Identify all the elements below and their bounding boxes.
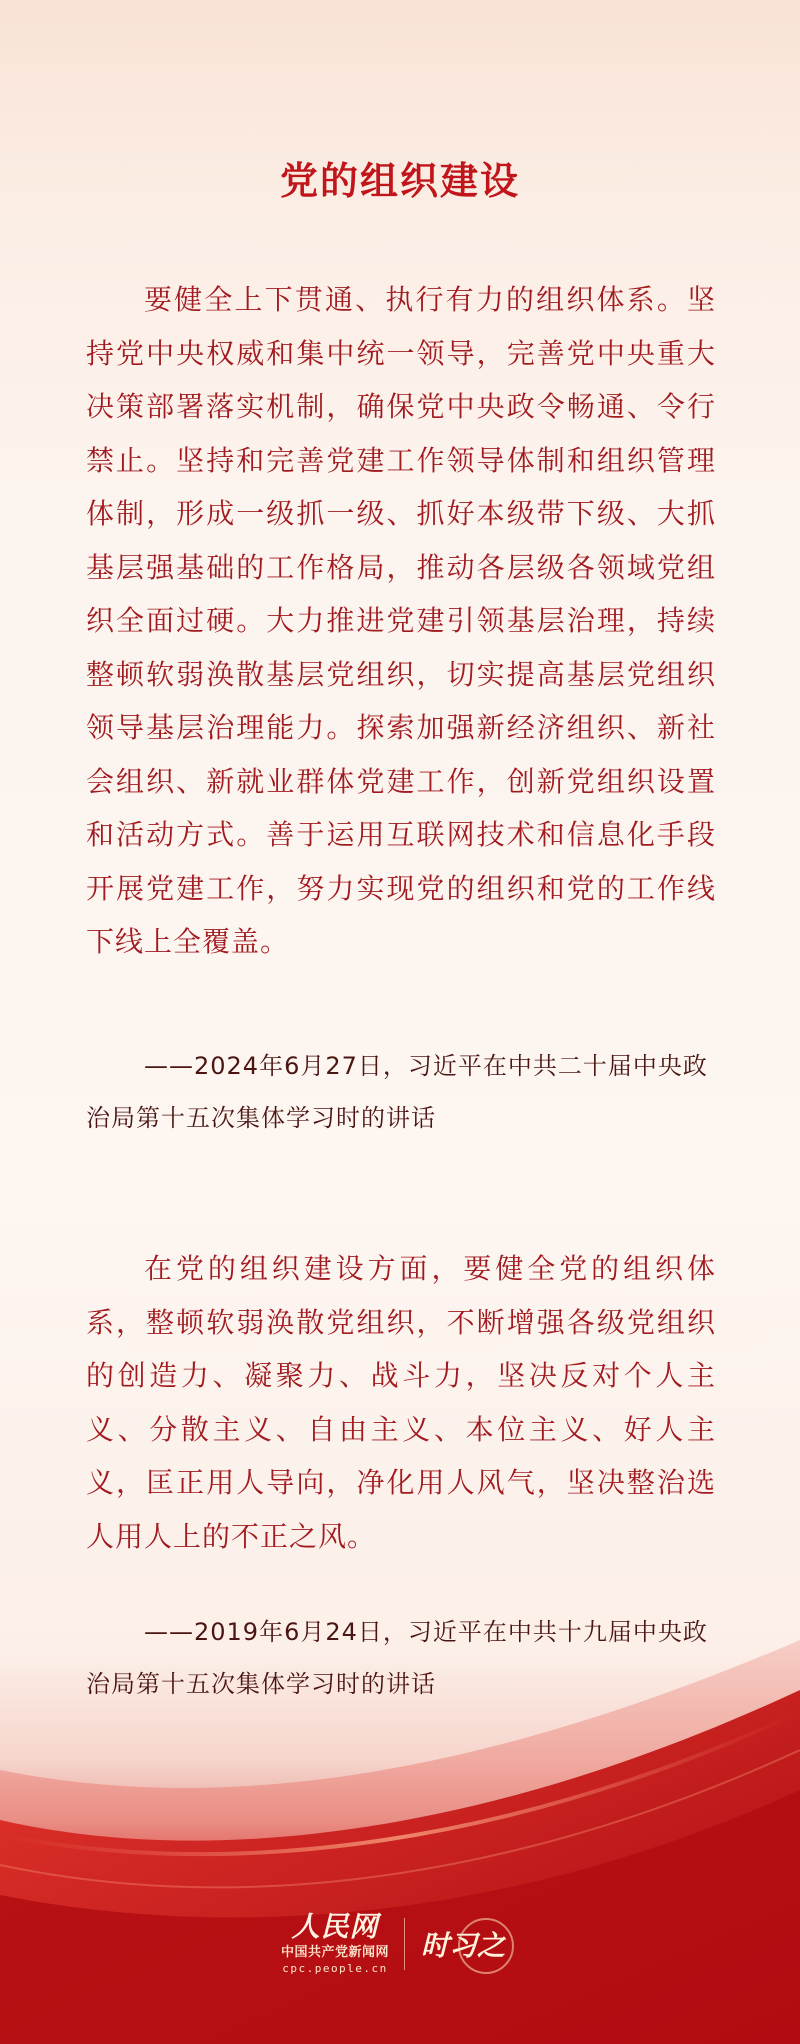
people-logo-url: cpc.people.cn (282, 1962, 388, 1975)
shixizhi-logo-text: 时习之 (420, 1929, 505, 1962)
logo-divider (404, 1918, 405, 1970)
footer-logos (0, 1910, 800, 1990)
people-daily-logo (270, 1910, 400, 1986)
page-title: 党的组织建设 (279, 159, 520, 203)
quote-source-2: ——2019年6月24日，习近平在中共十九届中央政治局第十五次集体学习时的讲话 (86, 1618, 708, 1698)
quote-paragraph-1: 要健全上下贯通、执行有力的组织体系。坚持党中央权威和集中统一领导，完善党中央重大决策部署落实机制，确保党中央政令畅通、令行禁止。坚持和完善党建工作领导体制和组织管理体制，形成一级抓一级、抓好本级带下级、大抓基层强基础的工作格局，推动各层级各领域党组织全面过硬。大力推进党建引领基层治理，持续整顿软弱涣散基层党组织，切实提高基层党组织领导基层治理能力。探索加强新经济组织、新社会组织、新就业群体党建工作，创新党组织设置和活动方式。善于运用互联网技术和信息化手段开展党建工作，努力实现党的组织和党的工作线下线上全覆盖。 (86, 283, 716, 958)
quote-paragraph-2: 在党的组织建设方面，要健全党的组织体系，整顿软弱涣散党组织，不断增强各级党组织的创造力、凝聚力、战斗力，坚决反对个人主义、分散主义、自由主义、本位主义、好人主义，匡正用人导向，净化用人风气，坚决整治选人用人上的不正之风。 (86, 1252, 716, 1553)
people-logo-script: 人民网 (291, 1910, 379, 1943)
quote-source-1: ——2024年6月27日，习近平在中共二十届中央政治局第十五次集体学习时的讲话 (86, 1052, 708, 1132)
people-logo-cn: 中国共产党新闻网 (280, 1945, 389, 1960)
shixizhi-logo (408, 1924, 518, 1974)
shixizhi-ring-icon (458, 1918, 514, 1974)
